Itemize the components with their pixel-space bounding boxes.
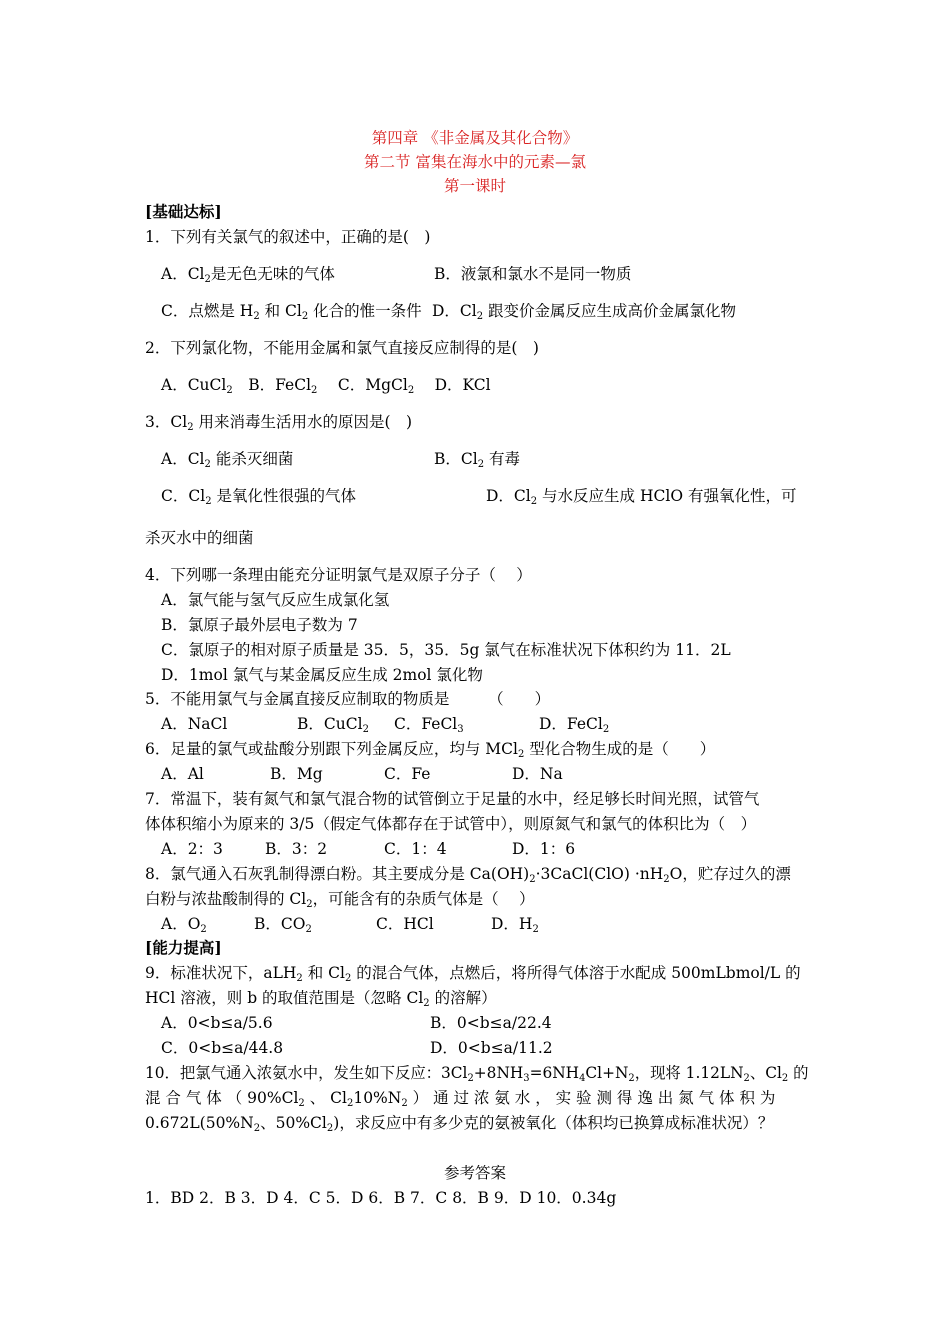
q5-stem: 5．不能用氯气与金属直接反应制取的物质是 （ ）: [145, 690, 551, 708]
q8-stem-line1: 8．氯气通入石灰乳制得漂白粉。其主要成分是 $Ca(OH)_2\cdot 3CaCl(ClO) \cdot nH_2O$，贮存过久的漂: [145, 865, 791, 885]
lesson-title: 第一课时: [443, 177, 506, 195]
q6-option-d: D．Na: [512, 765, 563, 783]
q7-option-b: B．3：2: [265, 840, 328, 858]
q5-option-c: C．FeCl$_3$: [394, 715, 464, 735]
q8-option-a: A．$O_2$: [161, 915, 207, 935]
q1-stem: 1．下列有关氯气的叙述中，正确的是( ): [145, 228, 431, 246]
q7-option-a: A．2：3: [161, 840, 223, 858]
q4-option-c: C．氯原子的相对原子质量是 35．5，35．5g 氯气在标准状况下体积约为 11．2L: [161, 641, 731, 659]
q10-stem-line3: $0.672L(50\%N_2$、$50\%Cl_2$)，求反应中有多少克的氨被氧化（体积均已换算成标准状况）？: [145, 1114, 774, 1134]
answers-title: 参考答案: [443, 1164, 506, 1182]
q4-option-a: A．氯气能与氢气反应生成氯化氢: [161, 591, 390, 609]
q8-stem-line2: 白粉与浓盐酸制得的 $Cl_2$，可能含有的杂质气体是（ ）: [145, 890, 535, 910]
q9-option-a: A．0<b≤a/5.6: [161, 1014, 273, 1032]
q2-options: A．CuCl$_2$ B．FeCl$_2$ C．MgCl$_2$ D．KCl: [161, 376, 491, 396]
q9-stem-line2: HCl 溶液，则 b 的取值范围是（忽略 $Cl_2$ 的溶解）: [145, 989, 497, 1009]
basic-section-label: [基础达标]: [145, 202, 222, 221]
q6-option-c: C．Fe: [384, 765, 431, 783]
q3-option-d-continued: 杀灭水中的细菌: [145, 529, 254, 547]
q1-option-b: B．液氯和氯水不是同一物质: [434, 265, 632, 283]
q6-stem: 6．足量的氯气或盐酸分别跟下列金属反应，均与 MCl$_2$ 型化合物生成的是（ ）: [145, 740, 716, 760]
q2-stem: 2．下列氯化物，不能用金属和氯气直接反应制得的是( ): [145, 339, 539, 357]
q10-stem-line2: 混 合 气 体 （ $90\%Cl_2$ 、 $Cl_210\%N_2$ ） 通 过 浓 氨 水 ， 实 验 测 得 逸 出 氮 气 体 积 为: [145, 1089, 776, 1109]
q3-option-b: B．$Cl_2$ 有毒: [434, 450, 521, 470]
q9-option-c: C．0<b≤a/44.8: [161, 1039, 284, 1057]
q7-option-c: C．1：4: [384, 840, 447, 858]
section-title: 第二节 富集在海水中的元素—氯: [364, 153, 586, 171]
q8-option-c: C．HCl: [376, 915, 434, 933]
q1-option-c: C．点燃是 $H_2$ 和 $Cl_2$ 化合的惟一条件: [161, 302, 422, 322]
q3-option-d: D．$Cl_2$ 与水反应生成 HClO 有强氧化性，可: [486, 487, 797, 507]
q6-option-b: B．Mg: [270, 765, 323, 783]
q3-stem: 3．$Cl_2$ 用来消毒生活用水的原因是( ): [145, 413, 413, 433]
q1-option-a: A．$Cl_2$是无色无味的气体: [161, 265, 335, 285]
chapter-title: 第四章 《非金属及其化合物》: [371, 129, 579, 147]
q4-option-d: D．1mol 氯气与某金属反应生成 2mol 氯化物: [161, 666, 483, 684]
q5-option-a: A．NaCl: [161, 715, 228, 733]
q7-stem-line2: 体体积缩小为原来的 3/5（假定气体都存在于试管中），则原氮气和氯气的体积比为（ ）: [145, 815, 757, 833]
ability-section-label: [能力提高]: [145, 938, 222, 957]
q9-option-b: B．0<b≤a/22.4: [430, 1014, 552, 1032]
q7-option-d: D．1：6: [512, 840, 576, 858]
q3-option-a: A．$Cl_2$ 能杀灭细菌: [161, 450, 294, 470]
q4-option-b: B．氯原子最外层电子数为 7: [161, 616, 358, 634]
q10-stem-line1: 10．把氯气通入浓氨水中，发生如下反应：$3Cl_2+8NH_3=6NH_4Cl+N_2$，现将 $1.12LN_2$、$Cl_2$ 的: [145, 1064, 809, 1084]
q6-option-a: A．Al: [161, 765, 204, 783]
q7-stem-line1: 7．常温下，装有氮气和氯气混合物的试管倒立于足量的水中，经足够长时间光照，试管气: [145, 790, 760, 808]
answers-text: 1．BD 2．B 3．D 4．C 5．D 6．B 7．C 8．B 9．D 10．0.34g: [145, 1189, 617, 1207]
q9-option-d: D．0<b≤a/11.2: [430, 1039, 553, 1057]
q1-option-d: D．$Cl_2$ 跟变价金属反应生成高价金属氯化物: [432, 302, 737, 322]
q3-option-c: C．$Cl_2$ 是氧化性很强的气体: [161, 487, 356, 507]
q5-option-d: D．FeCl$_2$: [539, 715, 610, 735]
q8-option-b: B．$CO_2$: [254, 915, 312, 935]
q8-option-d: D．$H_2$: [491, 915, 539, 935]
q4-stem: 4．下列哪一条理由能充分证明氯气是双原子分子（ ）: [145, 566, 532, 584]
q9-stem-line1: 9．标准状况下，aLH$_2$ 和 $Cl_2$ 的混合气体，点燃后，将所得气体溶于水配成 500mLbmol/L 的: [145, 964, 801, 984]
q5-option-b: B．CuCl$_2$: [297, 715, 369, 735]
